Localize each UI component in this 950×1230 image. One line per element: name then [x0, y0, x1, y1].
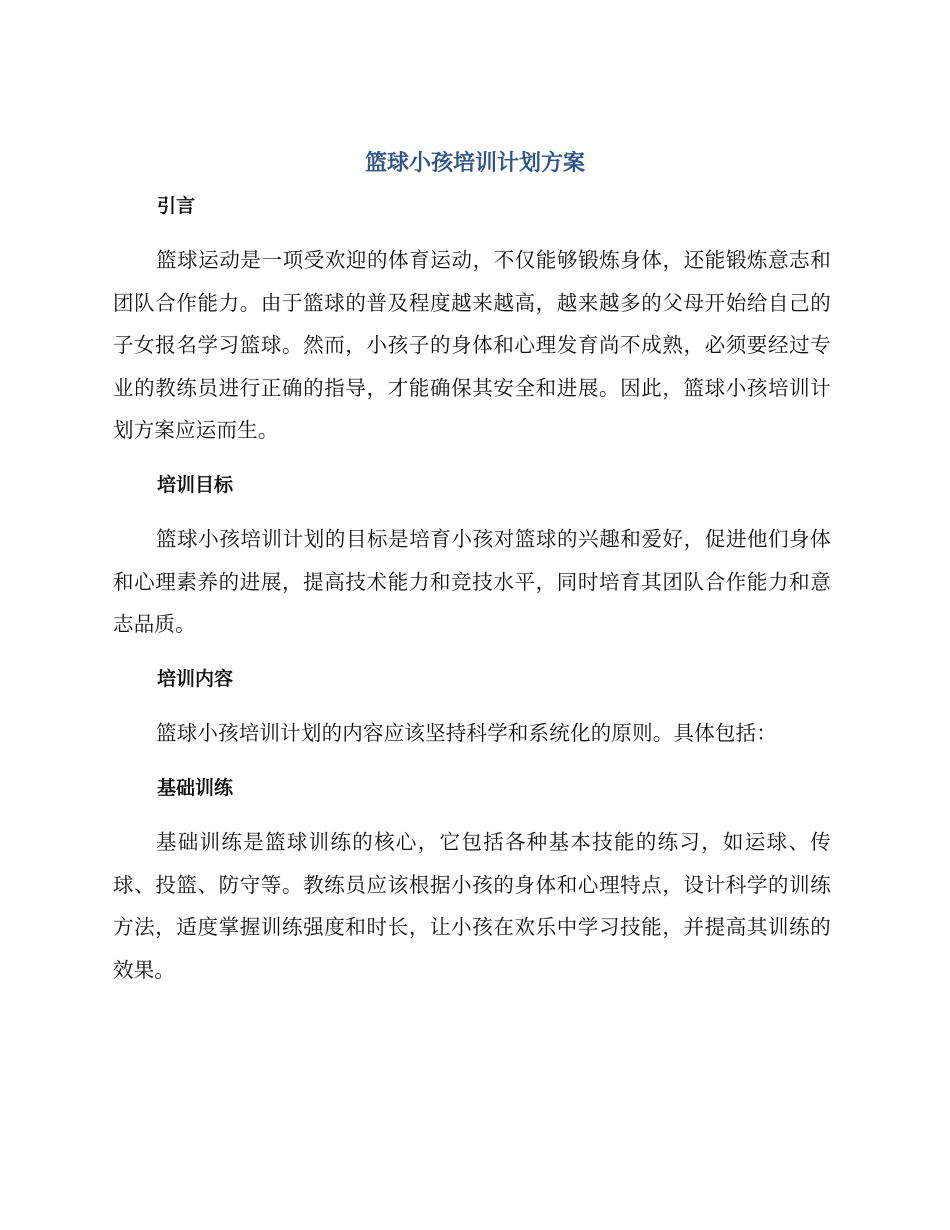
section-paragraph-basic-training: 基础训练是篮球训练的核心，它包括各种基本技能的练习，如运球、传球、投篮、防守等。教练员应该根据小孩的身体和心理特点，设计科学的训练方法，适度掌握训练强度和时长，让小孩在欢乐中学习技能，并提高其训练的效果。: [113, 830, 831, 982]
section-paragraph-training-goals: 篮球小孩培训计划的目标是培育小孩对篮球的兴趣和爱好，促进他们身体和心理素养的进展，提高技术能力和竞技水平，同时培育其团队合作能力和意志品质。: [113, 527, 831, 636]
document-title: 篮球小孩培训计划方案: [364, 151, 585, 176]
section-heading-introduction: 引言: [157, 195, 196, 217]
section-heading-training-goals: 培训目标: [157, 474, 234, 496]
section-heading-training-content: 培训内容: [157, 668, 234, 690]
section-paragraph-introduction: 篮球运动是一项受欢迎的体育运动，不仅能够锻炼身体，还能锻炼意志和团队合作能力。由于篮球的普及程度越来越高，越来越多的父母开始给自己的子女报名学习篮球。然而，小孩子的身体和心理发育尚不成熟，必须要经过专业的教练员进行正确的指导，才能确保其安全和进展。因此，篮球小孩培训计划方案应运而生。: [113, 248, 831, 442]
section-heading-basic-training: 基础训练: [157, 777, 234, 799]
section-paragraph-training-content: 篮球小孩培训计划的内容应该坚持科学和系统化的原则。具体包括：: [156, 721, 777, 745]
